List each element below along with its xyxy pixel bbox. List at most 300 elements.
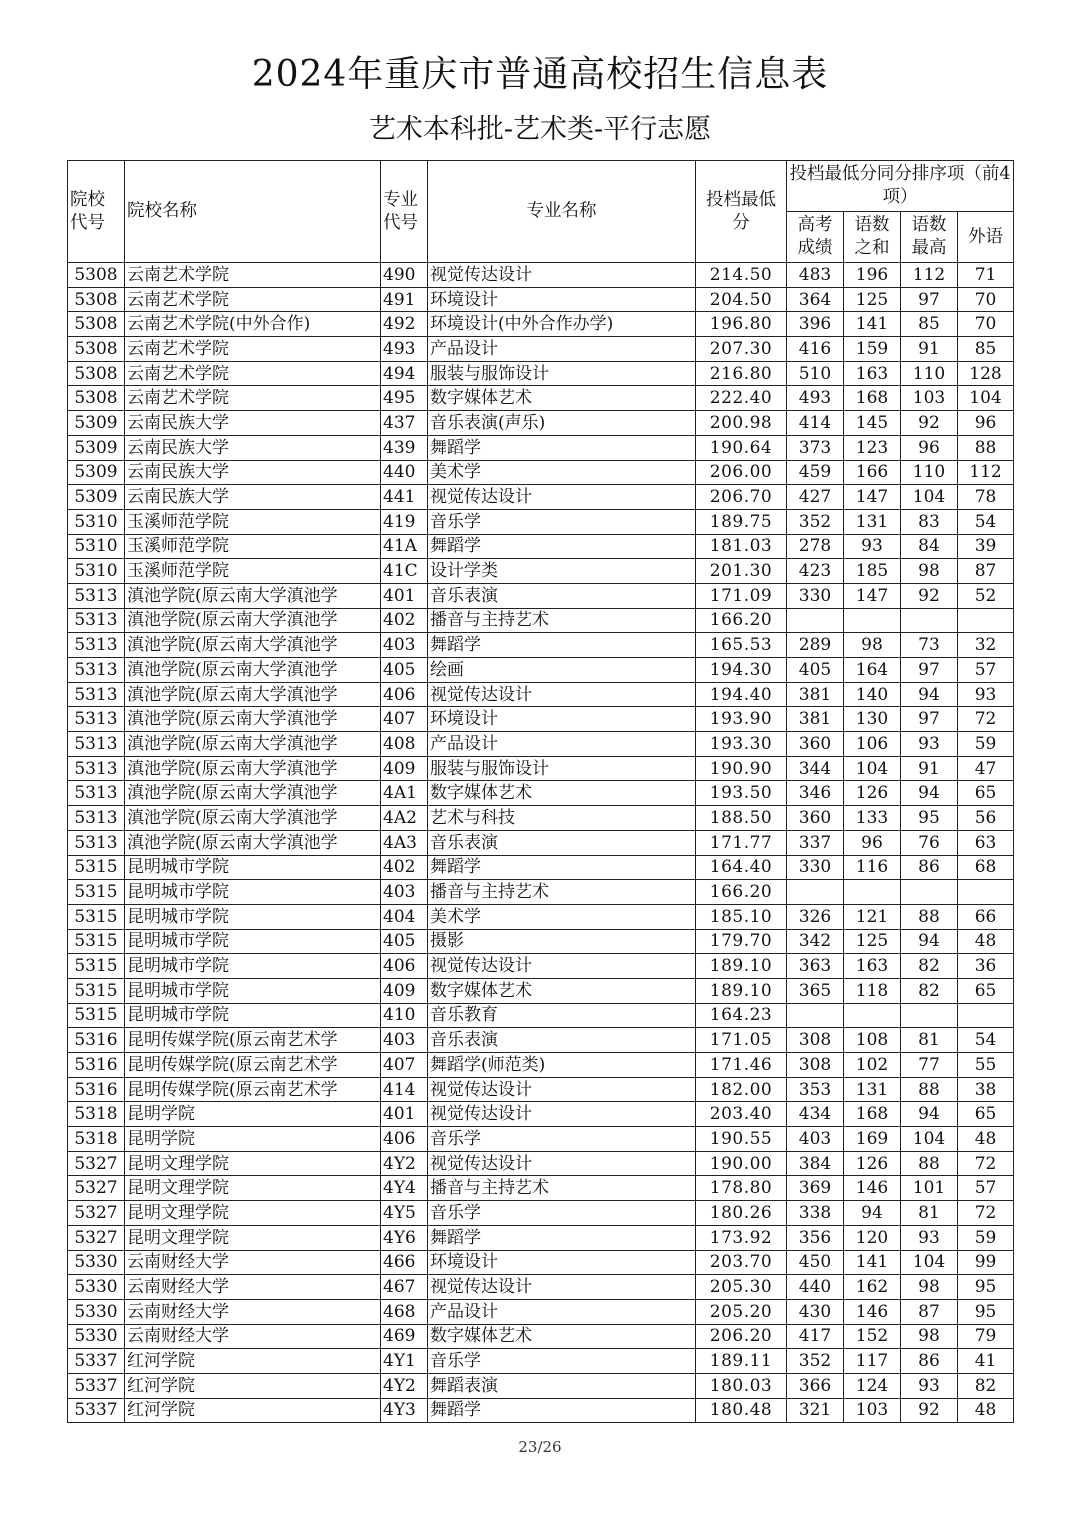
cell-major-name: 播音与主持艺术	[428, 608, 696, 633]
cell-gaokao: 414	[787, 411, 844, 436]
cell-max-cn-math: 88	[901, 1077, 958, 1102]
cell-major-name: 音乐学	[428, 509, 696, 534]
cell-foreign: 59	[958, 732, 1014, 757]
cell-gaokao: 417	[787, 1324, 844, 1349]
cell-max-cn-math: 85	[901, 312, 958, 337]
cell-gaokao: 373	[787, 435, 844, 460]
cell-major-code: 409	[381, 756, 428, 781]
cell-school-name: 滇池学院(原云南大学滇池学	[125, 756, 381, 781]
admissions-table	[67, 160, 1014, 1423]
cell-major-name: 音乐表演	[428, 830, 696, 855]
cell-max-cn-math: 104	[901, 1127, 958, 1152]
cell-sum-cn-math: 96	[844, 830, 901, 855]
table-row	[68, 1127, 1014, 1152]
cell-major-name: 数字媒体艺术	[428, 781, 696, 806]
cell-max-cn-math: 98	[901, 1275, 958, 1300]
cell-sum-cn-math: 126	[844, 781, 901, 806]
cell-max-cn-math: 104	[901, 485, 958, 510]
cell-school-code: 5308	[68, 312, 125, 337]
cell-school-code: 5315	[68, 855, 125, 880]
cell-major-name: 美术学	[428, 904, 696, 929]
cell-major-code: 407	[381, 707, 428, 732]
cell-school-code: 5327	[68, 1225, 125, 1250]
cell-gaokao: 510	[787, 361, 844, 386]
cell-major-name: 视觉传达设计	[428, 263, 696, 288]
cell-school-code: 5313	[68, 806, 125, 831]
cell-min-score: 180.48	[696, 1398, 787, 1423]
cell-school-name: 昆明传媒学院(原云南艺术学	[125, 1053, 381, 1078]
cell-min-score: 204.50	[696, 287, 787, 312]
cell-major-code: 4A1	[381, 781, 428, 806]
header-foreign: 外语	[958, 212, 1014, 263]
cell-gaokao: 427	[787, 485, 844, 510]
cell-school-name: 昆明传媒学院(原云南艺术学	[125, 1077, 381, 1102]
cell-major-name: 音乐学	[428, 1349, 696, 1374]
cell-max-cn-math: 81	[901, 1201, 958, 1226]
cell-min-score: 206.00	[696, 460, 787, 485]
cell-major-name: 视觉传达设计	[428, 1275, 696, 1300]
cell-major-code: 439	[381, 435, 428, 460]
cell-gaokao: 434	[787, 1102, 844, 1127]
cell-max-cn-math: 92	[901, 1398, 958, 1423]
cell-major-name: 视觉传达设计	[428, 485, 696, 510]
cell-gaokao: 381	[787, 682, 844, 707]
cell-major-code: 406	[381, 1127, 428, 1152]
cell-sum-cn-math: 147	[844, 485, 901, 510]
cell-major-code: 4Y2	[381, 1373, 428, 1398]
table-body	[68, 263, 1014, 1423]
cell-sum-cn-math: 103	[844, 1398, 901, 1423]
cell-foreign: 112	[958, 460, 1014, 485]
cell-sum-cn-math: 152	[844, 1324, 901, 1349]
cell-major-code: 410	[381, 1003, 428, 1028]
table-row	[68, 732, 1014, 757]
cell-major-name: 音乐表演	[428, 583, 696, 608]
cell-major-code: 440	[381, 460, 428, 485]
cell-max-cn-math: 94	[901, 781, 958, 806]
cell-school-name: 滇池学院(原云南大学滇池学	[125, 781, 381, 806]
cell-school-name: 滇池学院(原云南大学滇池学	[125, 732, 381, 757]
cell-foreign: 39	[958, 534, 1014, 559]
cell-foreign: 68	[958, 855, 1014, 880]
cell-major-name: 数字媒体艺术	[428, 1324, 696, 1349]
cell-major-name: 音乐表演(声乐)	[428, 411, 696, 436]
table-row	[68, 781, 1014, 806]
cell-major-name: 美术学	[428, 460, 696, 485]
cell-foreign: 85	[958, 337, 1014, 362]
table-row	[68, 337, 1014, 362]
cell-major-code: 405	[381, 929, 428, 954]
cell-foreign: 65	[958, 781, 1014, 806]
cell-major-name: 产品设计	[428, 1299, 696, 1324]
cell-school-name: 昆明学院	[125, 1127, 381, 1152]
table-row	[68, 287, 1014, 312]
cell-school-name: 昆明城市学院	[125, 978, 381, 1003]
cell-school-name: 昆明城市学院	[125, 1003, 381, 1028]
cell-gaokao: 365	[787, 978, 844, 1003]
cell-school-name: 滇池学院(原云南大学滇池学	[125, 806, 381, 831]
cell-gaokao: 384	[787, 1151, 844, 1176]
cell-max-cn-math: 82	[901, 954, 958, 979]
cell-gaokao	[787, 880, 844, 905]
cell-major-code: 414	[381, 1077, 428, 1102]
cell-min-score: 180.03	[696, 1373, 787, 1398]
cell-school-code: 5315	[68, 880, 125, 905]
cell-max-cn-math	[901, 608, 958, 633]
cell-major-name: 舞蹈学	[428, 534, 696, 559]
cell-major-name: 舞蹈学(师范类)	[428, 1053, 696, 1078]
cell-min-score: 178.80	[696, 1176, 787, 1201]
cell-gaokao: 330	[787, 855, 844, 880]
document-title: 2024年重庆市普通高校招生信息表	[251, 54, 829, 95]
cell-major-name: 舞蹈学	[428, 855, 696, 880]
cell-foreign: 56	[958, 806, 1014, 831]
cell-sum-cn-math: 98	[844, 633, 901, 658]
table-row	[68, 1102, 1014, 1127]
table-row	[68, 485, 1014, 510]
cell-school-code: 5330	[68, 1275, 125, 1300]
cell-school-name: 云南财经大学	[125, 1299, 381, 1324]
cell-sum-cn-math: 145	[844, 411, 901, 436]
cell-major-code: 407	[381, 1053, 428, 1078]
cell-school-code: 5313	[68, 732, 125, 757]
cell-min-score: 201.30	[696, 559, 787, 584]
cell-school-name: 滇池学院(原云南大学滇池学	[125, 633, 381, 658]
cell-gaokao: 346	[787, 781, 844, 806]
cell-school-code: 5318	[68, 1127, 125, 1152]
cell-major-code: 469	[381, 1324, 428, 1349]
cell-foreign: 78	[958, 485, 1014, 510]
header-major-code: 专业代号	[381, 161, 428, 263]
cell-foreign: 93	[958, 682, 1014, 707]
cell-major-name: 服装与服饰设计	[428, 756, 696, 781]
cell-major-code: 467	[381, 1275, 428, 1300]
cell-gaokao: 450	[787, 1250, 844, 1275]
cell-max-cn-math: 93	[901, 732, 958, 757]
cell-foreign: 82	[958, 1373, 1014, 1398]
cell-major-name: 视觉传达设计	[428, 954, 696, 979]
cell-school-name: 昆明传媒学院(原云南艺术学	[125, 1028, 381, 1053]
cell-foreign	[958, 1003, 1014, 1028]
cell-major-name: 环境设计(中外合作办学)	[428, 312, 696, 337]
cell-sum-cn-math: 141	[844, 312, 901, 337]
cell-gaokao: 364	[787, 287, 844, 312]
cell-sum-cn-math: 131	[844, 509, 901, 534]
cell-gaokao: 366	[787, 1373, 844, 1398]
cell-foreign: 57	[958, 1176, 1014, 1201]
cell-school-code: 5337	[68, 1398, 125, 1423]
cell-gaokao: 369	[787, 1176, 844, 1201]
cell-gaokao	[787, 608, 844, 633]
cell-gaokao: 308	[787, 1028, 844, 1053]
cell-max-cn-math: 98	[901, 559, 958, 584]
cell-gaokao: 440	[787, 1275, 844, 1300]
cell-gaokao: 416	[787, 337, 844, 362]
cell-max-cn-math: 87	[901, 1299, 958, 1324]
table-row	[68, 312, 1014, 337]
cell-gaokao: 360	[787, 732, 844, 757]
cell-major-code: 4Y6	[381, 1225, 428, 1250]
cell-gaokao: 353	[787, 1077, 844, 1102]
table-row	[68, 1349, 1014, 1374]
header-gaokao: 高考成绩	[787, 212, 844, 263]
cell-school-name: 昆明城市学院	[125, 880, 381, 905]
cell-school-name: 云南民族大学	[125, 485, 381, 510]
cell-major-name: 音乐表演	[428, 1028, 696, 1053]
cell-school-code: 5315	[68, 954, 125, 979]
table-row	[68, 1053, 1014, 1078]
cell-min-score: 189.10	[696, 954, 787, 979]
cell-major-code: 405	[381, 658, 428, 683]
cell-school-code: 5315	[68, 929, 125, 954]
table-row	[68, 1250, 1014, 1275]
table-row	[68, 361, 1014, 386]
cell-sum-cn-math: 126	[844, 1151, 901, 1176]
cell-major-name: 产品设计	[428, 337, 696, 362]
cell-school-name: 昆明城市学院	[125, 929, 381, 954]
cell-min-score: 193.50	[696, 781, 787, 806]
cell-foreign: 48	[958, 929, 1014, 954]
table-row	[68, 1299, 1014, 1324]
cell-min-score: 190.64	[696, 435, 787, 460]
cell-school-code: 5309	[68, 411, 125, 436]
cell-sum-cn-math: 123	[844, 435, 901, 460]
cell-school-name: 玉溪师范学院	[125, 559, 381, 584]
cell-foreign	[958, 608, 1014, 633]
cell-foreign: 36	[958, 954, 1014, 979]
cell-max-cn-math: 93	[901, 1225, 958, 1250]
cell-foreign: 65	[958, 1102, 1014, 1127]
cell-sum-cn-math: 141	[844, 1250, 901, 1275]
cell-foreign: 48	[958, 1398, 1014, 1423]
cell-gaokao: 403	[787, 1127, 844, 1152]
cell-max-cn-math: 73	[901, 633, 958, 658]
cell-foreign: 32	[958, 633, 1014, 658]
header-school-name: 院校名称	[125, 161, 381, 263]
cell-school-name: 昆明文理学院	[125, 1225, 381, 1250]
cell-min-score: 171.46	[696, 1053, 787, 1078]
cell-gaokao: 308	[787, 1053, 844, 1078]
cell-sum-cn-math: 185	[844, 559, 901, 584]
cell-school-name: 云南财经大学	[125, 1324, 381, 1349]
cell-min-score: 164.23	[696, 1003, 787, 1028]
cell-gaokao: 352	[787, 1349, 844, 1374]
cell-major-code: 402	[381, 608, 428, 633]
cell-school-name: 云南艺术学院	[125, 386, 381, 411]
cell-max-cn-math	[901, 1003, 958, 1028]
cell-major-name: 环境设计	[428, 287, 696, 312]
cell-foreign: 38	[958, 1077, 1014, 1102]
cell-school-name: 滇池学院(原云南大学滇池学	[125, 658, 381, 683]
cell-max-cn-math: 82	[901, 978, 958, 1003]
cell-school-code: 5313	[68, 707, 125, 732]
cell-max-cn-math	[901, 880, 958, 905]
cell-foreign: 59	[958, 1225, 1014, 1250]
cell-foreign: 72	[958, 707, 1014, 732]
table-row	[68, 263, 1014, 288]
cell-gaokao: 381	[787, 707, 844, 732]
cell-foreign: 104	[958, 386, 1014, 411]
cell-school-code: 5313	[68, 830, 125, 855]
cell-school-name: 红河学院	[125, 1398, 381, 1423]
cell-sum-cn-math: 125	[844, 929, 901, 954]
cell-major-name: 舞蹈学	[428, 633, 696, 658]
table-row	[68, 954, 1014, 979]
cell-min-score: 193.90	[696, 707, 787, 732]
document-subtitle: 艺术本科批-艺术类-平行志愿	[368, 114, 712, 145]
table-row	[68, 583, 1014, 608]
cell-major-code: 441	[381, 485, 428, 510]
cell-major-code: 406	[381, 682, 428, 707]
cell-school-code: 5313	[68, 633, 125, 658]
cell-max-cn-math: 95	[901, 806, 958, 831]
cell-school-code: 5316	[68, 1077, 125, 1102]
cell-major-code: 493	[381, 337, 428, 362]
cell-sum-cn-math: 163	[844, 361, 901, 386]
cell-major-code: 41A	[381, 534, 428, 559]
cell-major-code: 41C	[381, 559, 428, 584]
cell-sum-cn-math: 116	[844, 855, 901, 880]
cell-foreign: 71	[958, 263, 1014, 288]
cell-gaokao: 405	[787, 658, 844, 683]
cell-major-code: 4Y5	[381, 1201, 428, 1226]
header-max-cn-math: 语数最高	[901, 212, 958, 263]
cell-max-cn-math: 92	[901, 583, 958, 608]
cell-major-name: 数字媒体艺术	[428, 978, 696, 1003]
cell-max-cn-math: 103	[901, 386, 958, 411]
cell-max-cn-math: 81	[901, 1028, 958, 1053]
table-row	[68, 1398, 1014, 1423]
cell-school-name: 云南艺术学院	[125, 287, 381, 312]
cell-min-score: 206.70	[696, 485, 787, 510]
cell-foreign: 72	[958, 1201, 1014, 1226]
cell-min-score: 166.20	[696, 608, 787, 633]
table-row	[68, 1275, 1014, 1300]
cell-min-score: 207.30	[696, 337, 787, 362]
cell-school-code: 5313	[68, 658, 125, 683]
cell-foreign: 87	[958, 559, 1014, 584]
cell-major-name: 环境设计	[428, 1250, 696, 1275]
cell-major-name: 视觉传达设计	[428, 1151, 696, 1176]
cell-min-score: 205.30	[696, 1275, 787, 1300]
cell-foreign: 54	[958, 509, 1014, 534]
cell-sum-cn-math: 168	[844, 1102, 901, 1127]
cell-foreign: 99	[958, 1250, 1014, 1275]
cell-school-name: 云南财经大学	[125, 1275, 381, 1300]
cell-major-name: 舞蹈学	[428, 1398, 696, 1423]
cell-major-name: 视觉传达设计	[428, 682, 696, 707]
cell-school-name: 滇池学院(原云南大学滇池学	[125, 830, 381, 855]
cell-school-code: 5313	[68, 608, 125, 633]
cell-sum-cn-math: 168	[844, 386, 901, 411]
cell-gaokao: 352	[787, 509, 844, 534]
cell-foreign: 95	[958, 1299, 1014, 1324]
header-major-name: 专业名称	[428, 161, 696, 263]
cell-sum-cn-math: 121	[844, 904, 901, 929]
cell-school-code: 5309	[68, 435, 125, 460]
header-tiebreak-group: 投档最低分同分排序项（前4项）	[787, 161, 1014, 212]
cell-gaokao: 338	[787, 1201, 844, 1226]
cell-major-code: 491	[381, 287, 428, 312]
table-row	[68, 608, 1014, 633]
table-row	[68, 658, 1014, 683]
table-row	[68, 929, 1014, 954]
cell-min-score: 203.40	[696, 1102, 787, 1127]
cell-foreign: 95	[958, 1275, 1014, 1300]
cell-major-name: 舞蹈学	[428, 1225, 696, 1250]
table-row	[68, 806, 1014, 831]
cell-sum-cn-math	[844, 1003, 901, 1028]
cell-gaokao: 337	[787, 830, 844, 855]
cell-school-code: 5313	[68, 756, 125, 781]
cell-school-code: 5327	[68, 1201, 125, 1226]
cell-major-code: 402	[381, 855, 428, 880]
cell-foreign: 96	[958, 411, 1014, 436]
cell-major-code: 4Y4	[381, 1176, 428, 1201]
cell-min-score: 164.40	[696, 855, 787, 880]
cell-major-code: 403	[381, 633, 428, 658]
cell-major-code: 492	[381, 312, 428, 337]
cell-major-code: 4Y3	[381, 1398, 428, 1423]
cell-major-code: 4A3	[381, 830, 428, 855]
cell-school-code: 5308	[68, 263, 125, 288]
table-row	[68, 1151, 1014, 1176]
cell-major-code: 403	[381, 880, 428, 905]
cell-sum-cn-math: 125	[844, 287, 901, 312]
table-row	[68, 830, 1014, 855]
cell-major-name: 数字媒体艺术	[428, 386, 696, 411]
cell-gaokao: 326	[787, 904, 844, 929]
cell-min-score: 171.05	[696, 1028, 787, 1053]
cell-gaokao: 423	[787, 559, 844, 584]
cell-school-name: 昆明城市学院	[125, 954, 381, 979]
table-row	[68, 682, 1014, 707]
cell-foreign: 54	[958, 1028, 1014, 1053]
cell-sum-cn-math: 162	[844, 1275, 901, 1300]
cell-foreign: 63	[958, 830, 1014, 855]
cell-school-name: 滇池学院(原云南大学滇池学	[125, 583, 381, 608]
cell-sum-cn-math: 146	[844, 1176, 901, 1201]
cell-major-code: 4A2	[381, 806, 428, 831]
cell-major-name: 音乐教育	[428, 1003, 696, 1028]
cell-min-score: 171.77	[696, 830, 787, 855]
cell-school-code: 5313	[68, 682, 125, 707]
cell-sum-cn-math: 164	[844, 658, 901, 683]
cell-sum-cn-math: 120	[844, 1225, 901, 1250]
cell-school-name: 云南财经大学	[125, 1250, 381, 1275]
cell-max-cn-math: 77	[901, 1053, 958, 1078]
cell-major-name: 舞蹈学	[428, 435, 696, 460]
cell-school-code: 5327	[68, 1151, 125, 1176]
cell-min-score: 171.09	[696, 583, 787, 608]
cell-school-name: 昆明文理学院	[125, 1176, 381, 1201]
cell-max-cn-math: 86	[901, 1349, 958, 1374]
cell-sum-cn-math: 94	[844, 1201, 901, 1226]
cell-school-name: 云南艺术学院	[125, 263, 381, 288]
table-row	[68, 880, 1014, 905]
table-row	[68, 904, 1014, 929]
cell-sum-cn-math: 196	[844, 263, 901, 288]
cell-sum-cn-math	[844, 880, 901, 905]
cell-major-name: 绘画	[428, 658, 696, 683]
cell-foreign: 72	[958, 1151, 1014, 1176]
cell-sum-cn-math: 166	[844, 460, 901, 485]
cell-school-code: 5315	[68, 904, 125, 929]
cell-major-name: 服装与服饰设计	[428, 361, 696, 386]
cell-min-score: 206.20	[696, 1324, 787, 1349]
cell-school-name: 昆明学院	[125, 1102, 381, 1127]
cell-school-code: 5308	[68, 337, 125, 362]
